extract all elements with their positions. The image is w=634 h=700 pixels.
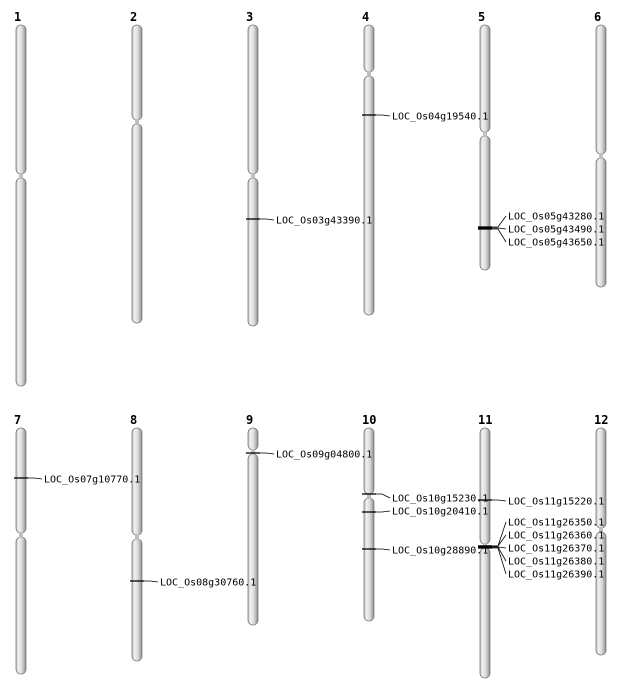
chromosome-9 — [246, 413, 258, 625]
gene-label: LOC_Os03g43390.1 — [276, 215, 373, 227]
gene-label: LOC_Os11g26380.1 — [508, 556, 605, 568]
chromosome-9-long-arm — [248, 454, 258, 625]
gene-marker — [362, 546, 488, 557]
chromosome-6-long-arm — [596, 158, 606, 287]
chromosome-11-long-arm — [480, 548, 490, 678]
chromosome-12-number: 12 — [594, 413, 609, 427]
chromosome-11-short-arm — [480, 428, 490, 544]
chromosome-2-centromere — [135, 119, 139, 125]
chromosome-3-centromere — [251, 173, 255, 179]
chromosome-11-number: 11 — [478, 413, 493, 427]
gene-label: LOC_Os11g26360.1 — [508, 530, 605, 542]
chromosome-8 — [130, 413, 142, 661]
chromosome-10-number: 10 — [362, 413, 377, 427]
gene-connector — [492, 500, 506, 501]
chromosome-7 — [14, 413, 26, 674]
chromosome-8-centromere — [135, 534, 139, 540]
chromosome-3-long-arm — [248, 178, 258, 326]
gene-label: LOC_Os08g30760.1 — [160, 577, 257, 589]
gene-connector — [28, 478, 42, 479]
gene-marker — [362, 112, 488, 123]
chromosome-6-short-arm — [596, 25, 606, 154]
chromosome-7-number: 7 — [14, 413, 22, 427]
gene-marker — [478, 544, 604, 555]
gene-connector — [144, 581, 158, 582]
chromosome-5 — [478, 10, 490, 270]
chromosome-1-centromere — [19, 173, 23, 179]
chromosome-5-number: 5 — [478, 10, 486, 24]
gene-marker — [246, 450, 372, 461]
chromosome-7-centromere — [19, 532, 23, 538]
gene-label: LOC_Os11g26350.1 — [508, 517, 605, 529]
chromosome-10-short-arm — [364, 428, 374, 494]
chromosome-1-long-arm — [16, 178, 26, 386]
chromosome-9-centromere — [251, 449, 255, 455]
gene-connector — [376, 511, 390, 512]
gene-label: LOC_Os07g10770.1 — [44, 474, 141, 486]
gene-connector — [492, 547, 506, 561]
chromosome-4-number: 4 — [362, 10, 370, 24]
gene-marker — [14, 475, 140, 486]
gene-label: LOC_Os05g43650.1 — [508, 237, 605, 249]
gene-connector — [260, 219, 274, 220]
chromosome-8-long-arm — [132, 539, 142, 661]
chromosome-12-short-arm — [596, 428, 606, 528]
gene-connector — [376, 549, 390, 550]
gene-connector — [492, 216, 506, 227]
chromosome-10-long-arm — [364, 498, 374, 621]
gene-label: LOC_Os10g20410.1 — [392, 506, 489, 518]
gene-connector — [492, 548, 506, 574]
chromosome-4-short-arm — [364, 25, 374, 72]
chromosome-5-centromere — [483, 131, 487, 137]
gene-connector — [376, 494, 390, 498]
chromosome-1-number: 1 — [14, 10, 22, 24]
chromosome-1 — [14, 10, 26, 386]
gene-label: LOC_Os10g15230.1 — [392, 493, 489, 505]
chromosome-5-long-arm — [480, 136, 490, 270]
chromosome-7-short-arm — [16, 428, 26, 533]
chromosome-9-number: 9 — [246, 413, 254, 427]
chromosome-2-long-arm — [132, 124, 142, 323]
chromosome-2-number: 2 — [130, 10, 138, 24]
chromosome-4-centromere — [367, 71, 371, 77]
gene-marker — [478, 225, 604, 236]
gene-connector — [492, 229, 506, 242]
chromosome-3-short-arm — [248, 25, 258, 174]
chromosome-9-short-arm — [248, 428, 258, 450]
gene-marker — [246, 216, 372, 227]
gene-marker — [362, 494, 488, 505]
gene-connector — [492, 535, 506, 546]
gene-label: LOC_Os04g19540.1 — [392, 111, 489, 123]
chromosome-7-long-arm — [16, 537, 26, 674]
gene-label: LOC_Os11g26370.1 — [508, 543, 605, 555]
chromosome-3 — [246, 10, 258, 326]
chromosome-4 — [362, 10, 374, 315]
gene-label: LOC_Os11g26390.1 — [508, 569, 605, 581]
chromosome-6-number: 6 — [594, 10, 602, 24]
chromosome-6-centromere — [599, 153, 603, 159]
chromosome-2 — [130, 10, 142, 323]
gene-marker — [362, 507, 488, 518]
gene-marker — [130, 578, 256, 589]
chromosome-1-short-arm — [16, 25, 26, 174]
gene-label: LOC_Os09g04800.1 — [276, 449, 373, 461]
gene-connector — [260, 453, 274, 454]
chromosome-2-short-arm — [132, 25, 142, 120]
gene-label: LOC_Os05g43490.1 — [508, 224, 605, 236]
gene-connector — [376, 115, 390, 116]
chromosome-3-number: 3 — [246, 10, 254, 24]
gene-marker — [478, 497, 604, 508]
chromosome-4-long-arm — [364, 76, 374, 315]
chromosome-8-number: 8 — [130, 413, 138, 427]
chromosome-10 — [362, 413, 376, 621]
gene-label: LOC_Os11g15220.1 — [508, 496, 605, 508]
gene-connector — [492, 522, 506, 546]
gene-label: LOC_Os05g43280.1 — [508, 211, 605, 223]
gene-label: LOC_Os10g28890.1 — [392, 545, 489, 557]
